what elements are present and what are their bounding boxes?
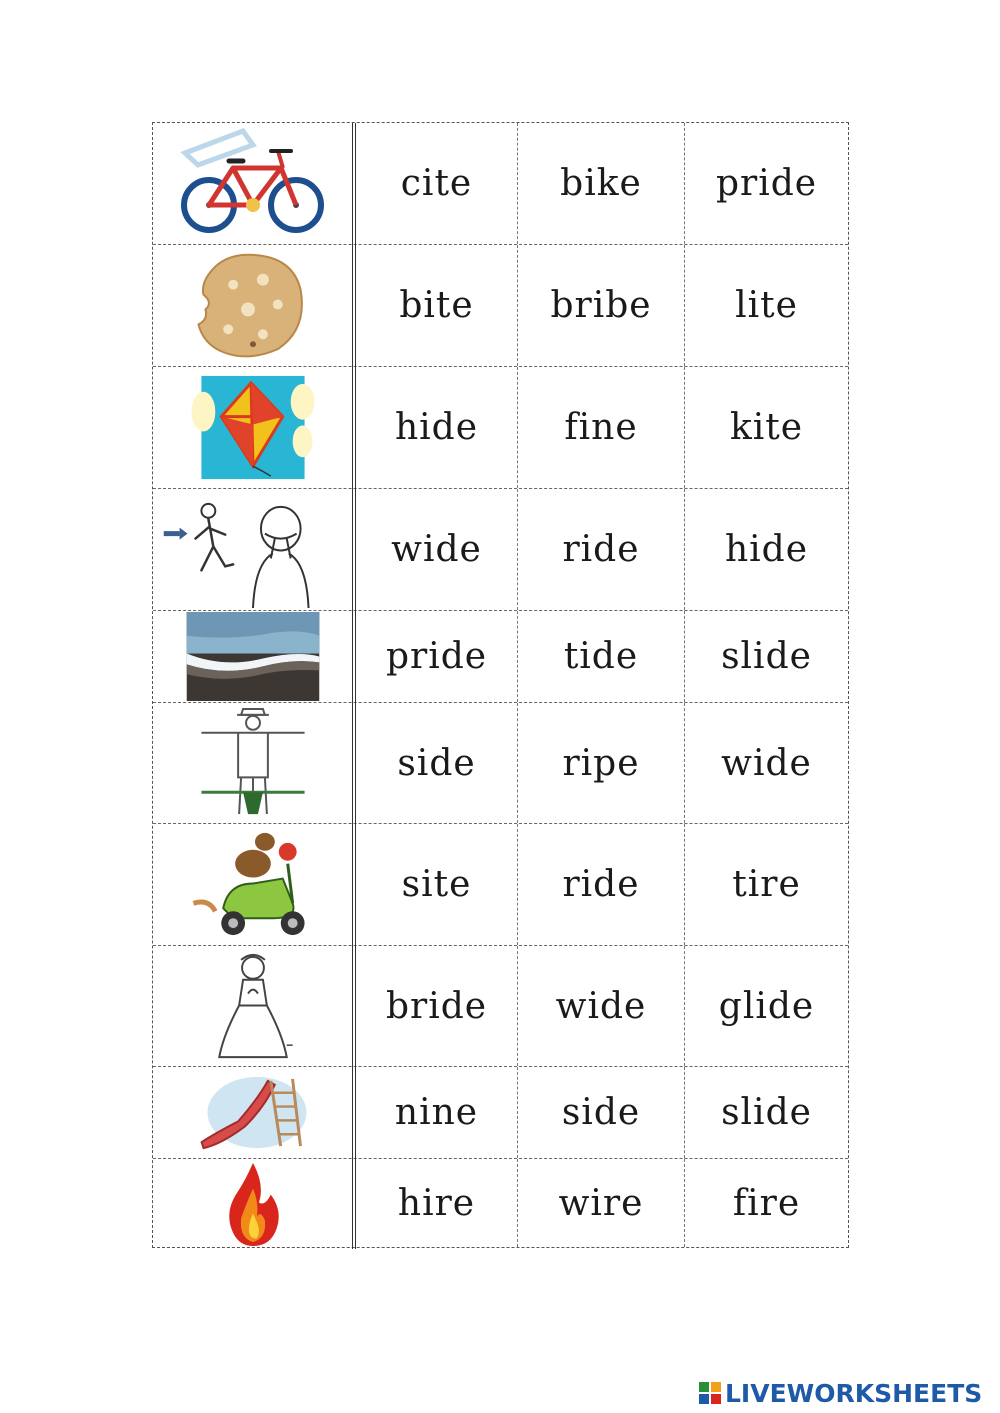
word-choice[interactable]: bribe [518, 245, 685, 366]
word-choice[interactable]: cite [356, 123, 518, 244]
kite-picture [153, 367, 352, 488]
worksheet-row [153, 244, 848, 366]
hide-and-seek-picture [153, 489, 352, 610]
word-choice[interactable]: ride [518, 824, 685, 945]
word-choice[interactable]: bite [356, 245, 518, 366]
slide-picture [153, 1067, 352, 1158]
word-choice[interactable]: bike [518, 123, 685, 244]
worksheet-row [153, 610, 848, 702]
word-choice[interactable]: fine [518, 367, 685, 488]
worksheet-row [153, 366, 848, 488]
word-choice[interactable]: tide [518, 611, 685, 702]
word-choice[interactable]: side [356, 703, 518, 823]
worksheet-row [153, 1066, 848, 1158]
word-choice[interactable]: wire [518, 1159, 685, 1247]
worksheet-row [153, 123, 848, 244]
word-choice[interactable]: hire [356, 1159, 518, 1247]
word-choice[interactable]: kite [729, 407, 804, 448]
liveworksheets-logo-text: LIVEWORKSHEETS [725, 1378, 983, 1408]
word-choice[interactable]: wide [356, 489, 518, 610]
worksheet-row [153, 488, 848, 610]
word-choice[interactable]: bride [356, 946, 518, 1066]
word-choice[interactable]: slide [721, 1092, 812, 1133]
word-choice[interactable]: site [356, 824, 518, 945]
cookie-bite-picture [153, 245, 352, 366]
word-choice[interactable]: ripe [518, 703, 685, 823]
word-choice[interactable]: wide [518, 946, 685, 1066]
word-choice[interactable]: fire [732, 1182, 801, 1224]
fire-picture [153, 1159, 352, 1247]
word-choice[interactable]: nine [356, 1067, 518, 1158]
worksheet-row [153, 945, 848, 1066]
word-choice[interactable]: hide [356, 367, 518, 488]
word-choice[interactable]: slide [721, 636, 812, 677]
tide-picture [153, 611, 352, 702]
worksheet-row [153, 823, 848, 945]
word-matching-worksheet [152, 122, 849, 1248]
worksheet-row [153, 702, 848, 823]
picture-column-divider [352, 123, 356, 1249]
word-choice[interactable]: lite [735, 285, 798, 326]
liveworksheets-logo-icon [698, 1381, 722, 1405]
wide-arms-picture [153, 703, 352, 823]
scooter-ride-picture [153, 824, 352, 945]
word-choice[interactable]: pride [715, 163, 818, 204]
bicycle-picture [153, 123, 352, 244]
worksheet-row [153, 1158, 848, 1247]
word-choice[interactable]: tire [732, 864, 801, 905]
word-choice[interactable]: glide [718, 985, 815, 1027]
word-choice[interactable]: side [518, 1067, 685, 1158]
bride-picture [153, 946, 352, 1066]
word-choice[interactable]: ride [518, 489, 685, 610]
word-choice[interactable]: hide [724, 529, 809, 570]
word-choice[interactable]: wide [721, 742, 812, 784]
word-choice[interactable]: pride [356, 611, 518, 702]
liveworksheets-branding [698, 1378, 982, 1408]
